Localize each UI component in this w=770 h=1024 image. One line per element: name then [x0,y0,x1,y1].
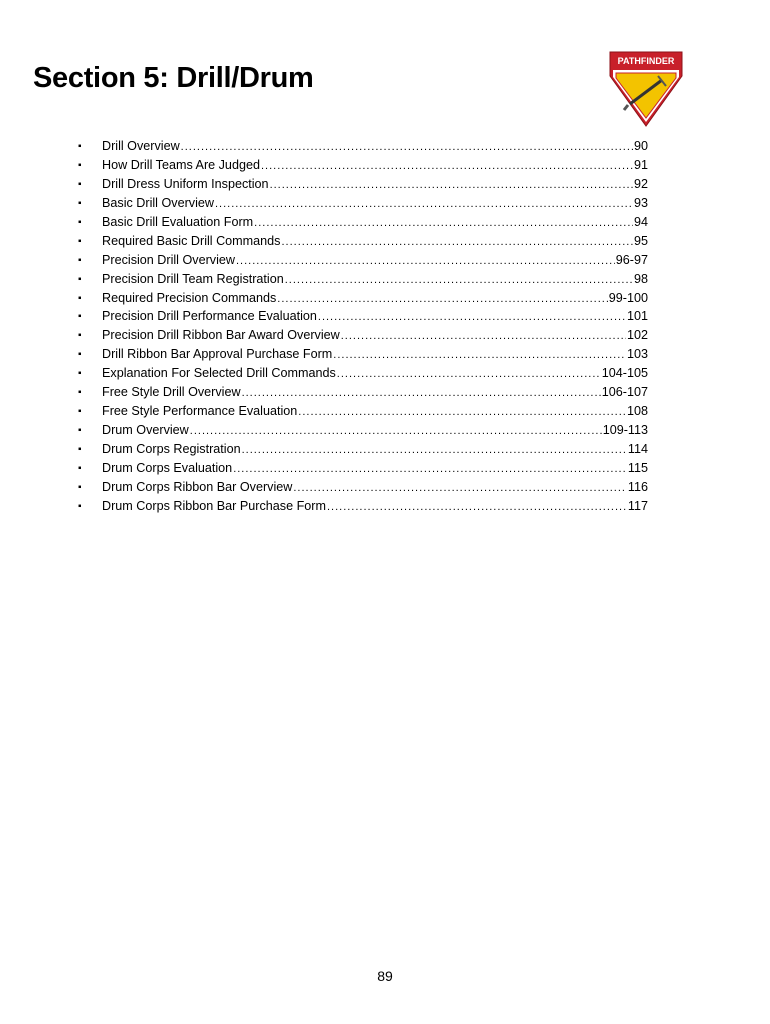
toc-entry-page: 103 [626,347,648,362]
toc-entry-label: Drum Corps Ribbon Bar Overview [102,479,293,494]
bullet-icon: ▪ [78,178,82,190]
toc-entry-page: 102 [626,328,648,343]
bullet-icon: ▪ [78,462,82,474]
bullet-icon: ▪ [78,273,82,285]
toc-entry-label: Drum Corps Evaluation [102,460,233,475]
toc-entry-page: 99-100 [608,290,648,305]
dot-leader [242,444,627,456]
toc-entry-label: Precision Drill Ribbon Bar Award Overview [102,328,340,343]
toc-entry [78,272,648,291]
toc-entry [78,442,648,461]
toc-entry [78,177,648,196]
toc-entry [78,347,648,366]
dot-leader [270,179,633,191]
bullet-icon: ▪ [78,481,82,493]
toc-entry-page: 114 [627,442,648,456]
logo-text: PATHFINDER [617,56,675,66]
bullet-icon: ▪ [78,141,82,152]
toc-entry-page: 94 [633,214,648,229]
toc-entry-page: 98 [633,271,648,286]
toc-entry-page: 90 [633,139,648,153]
dot-leader [261,160,633,172]
toc-entry [78,328,648,347]
toc-entry-label: Drum Corps Ribbon Bar Purchase Form [102,498,326,513]
toc-entry [78,385,648,404]
dot-leader [318,311,626,323]
toc-entry-label: Drill Overview [102,139,180,153]
bullet-icon: ▪ [78,235,82,247]
toc-entry [78,291,648,310]
dot-leader [215,198,633,210]
dot-leader [341,330,626,342]
toc-entry-label: Free Style Drill Overview [102,385,241,400]
dot-leader [242,387,601,399]
dot-leader [254,217,633,229]
toc-entry-label: Drum Corps Registration [102,442,241,456]
bullet-icon: ▪ [78,311,82,323]
toc-entry-page: 92 [633,176,648,191]
bullet-icon: ▪ [78,254,82,266]
toc-entry [78,253,648,272]
bullet-icon: ▪ [78,406,82,418]
bullet-icon: ▪ [78,500,82,512]
toc-entry-label: Precision Drill Overview [102,252,235,267]
dot-leader [233,463,627,475]
toc-entry-label: Precision Drill Team Registration [102,271,284,286]
toc-entry-page: 109-113 [602,423,648,438]
toc-entry-page: 108 [626,404,648,419]
toc-entry-label: How Drill Teams Are Judged [102,157,260,172]
toc-entry-page: 116 [627,479,648,494]
toc-entry [78,461,648,480]
bullet-icon: ▪ [78,349,82,361]
pathfinder-logo [606,48,686,128]
toc-entry-page: 115 [627,460,648,475]
dot-leader [181,141,633,153]
dot-leader [236,255,615,267]
toc-entry [78,196,648,215]
toc-entry-label: Free Style Performance Evaluation [102,404,298,419]
toc-entry [78,499,648,518]
toc-entry [78,423,648,442]
section-title: Section 5: Drill/Drum [33,62,314,94]
bullet-icon: ▪ [78,197,82,209]
table-of-contents [78,139,648,518]
toc-entry-label: Explanation For Selected Drill Commands [102,366,336,381]
dot-leader [190,425,602,437]
dot-leader [281,236,633,248]
toc-entry-page: 117 [627,498,648,513]
bullet-icon: ▪ [78,330,82,342]
bullet-icon: ▪ [78,368,82,380]
dot-leader [293,482,627,494]
bullet-icon: ▪ [78,387,82,399]
toc-entry-page: 101 [626,309,648,324]
toc-entry-label: Drill Ribbon Bar Approval Purchase Form [102,347,333,362]
toc-entry-label: Precision Drill Performance Evaluation [102,309,317,324]
dot-leader [337,368,601,380]
bullet-icon: ▪ [78,216,82,228]
dot-leader [298,406,626,418]
toc-entry-page: 96-97 [615,252,648,267]
toc-entry-label: Required Precision Commands [102,290,277,305]
toc-entry-page: 104-105 [601,366,648,381]
toc-entry-label: Basic Drill Overview [102,195,214,210]
dot-leader [327,501,627,513]
toc-entry [78,215,648,234]
toc-entry [78,366,648,385]
bullet-icon: ▪ [78,444,82,455]
dot-leader [277,293,607,305]
toc-entry-page: 91 [633,157,648,172]
page-number: 89 [377,968,393,984]
bullet-icon: ▪ [78,292,82,304]
toc-entry-label: Drill Dress Uniform Inspection [102,176,269,191]
bullet-icon: ▪ [78,425,82,437]
toc-entry [78,158,648,177]
dot-leader [285,274,633,286]
toc-entry [78,234,648,253]
toc-entry-label: Required Basic Drill Commands [102,233,281,248]
toc-entry-label: Drum Overview [102,423,189,438]
toc-entry [78,480,648,499]
toc-entry [78,139,648,158]
toc-entry-page: 93 [633,195,648,210]
toc-entry-page: 95 [633,233,648,248]
bullet-icon: ▪ [78,159,82,171]
toc-entry [78,309,648,328]
toc-entry [78,404,648,423]
toc-entry-label: Basic Drill Evaluation Form [102,214,254,229]
dot-leader [333,349,626,361]
toc-entry-page: 106-107 [601,385,648,400]
